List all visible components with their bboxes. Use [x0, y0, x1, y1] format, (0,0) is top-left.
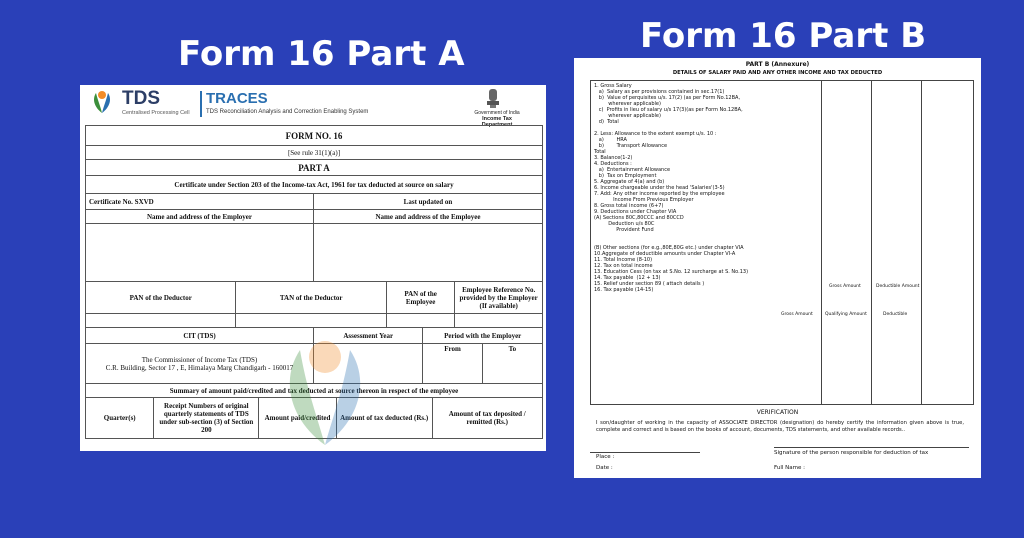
part-b-item: d) Total [594, 119, 619, 125]
column-divider [821, 81, 822, 404]
period-from: From [423, 344, 482, 383]
certificate-number: Certificate No. SXVD [86, 194, 314, 209]
cert-no-row [86, 194, 542, 210]
part-b-heading: Form 16 Part B [640, 16, 927, 56]
gross-amount-header: Gross Amount [829, 284, 861, 289]
certificate-row [86, 176, 542, 194]
pan-employee-value [387, 314, 455, 327]
header-divider [200, 91, 202, 117]
last-updated: Last updated on [403, 197, 453, 206]
place-line [590, 452, 700, 453]
income-tax-dept: Income Tax Department [481, 116, 513, 128]
pan-deductor-header: PAN of the Deductor [86, 282, 236, 313]
deductible-header: Deductible [883, 312, 908, 317]
part-b-item: wherever applicable) [594, 101, 661, 107]
part-b-item: a) HRA [594, 137, 627, 143]
form16-part-b-document [574, 58, 981, 478]
name-value-row [86, 224, 542, 282]
verification-declaration: I son/daughter of working in the capacity of ASSOCIATE DIRECTOR (designation) do hereby certify the information given above is true, complete and correct and is based on the books of account, documents, TDS statements, and other available records.. [596, 420, 964, 433]
name-header-row [86, 210, 542, 224]
part-b-item: 2. Less: Allowance to the extent exempt u/s. 10 : [594, 131, 717, 137]
column-divider [871, 81, 872, 404]
signature-label: Signature of the person responsible for deduction of tax [774, 450, 929, 456]
part-b-item: 6. Income chargeable under the head 'Salaries'(3-5) [594, 185, 725, 191]
pan-tan-row [86, 282, 542, 314]
part-b-item: 9. Deductions under Chapter VIA [594, 209, 677, 215]
column-divider [921, 81, 922, 404]
part-b-item: b) Transport Allowance [594, 143, 668, 149]
part-b-item: (B) Other sections (for e.g.,80E,80G etc.) under chapter VIA [594, 245, 744, 251]
gross-amount-sub-header: Gross Amount [781, 312, 813, 317]
cpc-label: Centralised Processing Cell [122, 110, 190, 116]
certificate-title: Certificate under Section 203 of the Income-tax Act, 1961 for tax deducted at source on salary [174, 180, 454, 189]
deductible-amount-header: Deductible Amount [876, 284, 920, 289]
govt-of-india: Government of India [474, 110, 520, 116]
full-name-label: Full Name : [774, 465, 805, 471]
part-b-item: Total [594, 149, 606, 155]
tan-deductor-value [236, 314, 386, 327]
part-a-heading: Form 16 Part A [178, 34, 465, 74]
form-no: FORM NO. 16 [285, 130, 343, 141]
part-b-item: 14. Tax payable (12 + 13) [594, 275, 661, 281]
commissioner-name: The Commissioner of Income Tax (TDS) [141, 355, 258, 364]
pan-employee-header: PAN of the Employee [387, 282, 455, 313]
employee-ref-header: Employee Reference No. provided by the Employer (If available) [459, 285, 538, 310]
employer-name-header: Name and address of the Employer [86, 210, 314, 223]
summary-title: Summary of amount paid/credited and tax deducted at source thereon in respect of the employee [169, 386, 459, 395]
pan-deductor-value [86, 314, 236, 327]
traces-subtitle: TDS Reconciliation Analysis and Correction Enabling System [206, 109, 369, 115]
part-b-item: 5. Aggregate of 4(a) and (b) [594, 179, 665, 185]
part-b-table [590, 80, 974, 405]
part-b-item: a) Entertainment Allowance [594, 167, 671, 173]
part-b-item: 13. Education Cess (on tax at S.No. 12 surcharge at S. No.13) [594, 269, 749, 275]
employer-name-value [86, 224, 314, 281]
part-b-item: a) Salary as per provisions contained in sec.17(1) [594, 89, 725, 95]
form-no-row [86, 126, 542, 146]
rule-row [86, 146, 542, 160]
cit-header: CIT (TDS) [86, 328, 314, 343]
place-label: Place : [596, 454, 615, 460]
quarter-header: Quarter(s) [86, 398, 154, 438]
part-b-item: (A) Sections 80C,80CCC and 80CCD [594, 215, 684, 221]
rule-ref: [See rule 31(1)(a)] [287, 148, 341, 157]
part-b-item: Income From Previous Employer [594, 197, 694, 203]
commissioner-address: C.R. Building, Sector 17 , E, Himalaya Marg Chandigarh - 160017 [105, 363, 294, 372]
part-row [86, 160, 542, 176]
employee-ref-value [455, 314, 542, 327]
part-b-item: 7. Add: Any other income reported by the employee [594, 191, 725, 197]
part-b-item: 11. Total Income (8-10) [594, 257, 653, 263]
part-b-item: 8. Gross total income (6+7) [594, 203, 664, 209]
part-b-item: Provident Fund [594, 227, 654, 233]
amount-paid-header: Amount paid/credited [259, 398, 337, 438]
traces-title: TRACES [206, 90, 268, 107]
part-b-title: PART B (Annexure) [745, 61, 810, 68]
part-b-item: 3. Balance(1-2) [594, 155, 633, 161]
part-b-item: Deduction u/s 80C [594, 221, 655, 227]
national-emblem-icon [486, 87, 500, 109]
part-b-item: 10.Aggregate of deductible amounts under Chapter VI-A [594, 251, 736, 257]
tds-title: TDS [122, 88, 160, 109]
tds-watermark-icon [265, 335, 385, 451]
part-label: PART A [298, 162, 330, 173]
tan-deductor-header: TAN of the Deductor [236, 282, 386, 313]
tds-logo-icon [88, 89, 116, 115]
part-b-subtitle: DETAILS OF SALARY PAID AND ANY OTHER INCOME AND TAX DEDUCTED [672, 70, 883, 76]
form16-part-a-document [80, 85, 546, 451]
qualifying-amount-header: Qualifying Amount [825, 312, 867, 317]
verification-title: VERIFICATION [756, 409, 799, 416]
part-b-item: b) Value of perquisites u/s. 17(2) (as per Form No.12BA, [594, 95, 741, 101]
period-to: To [508, 345, 517, 353]
part-b-item: wherever applicable) [594, 113, 661, 119]
part-b-items [594, 83, 804, 293]
pan-tan-value-row [86, 314, 542, 328]
part-b-item: b) Tax on Employment [594, 173, 657, 179]
part-b-item: 1. Gross Salary [594, 83, 632, 89]
part-b-item: 12. Tax on total income [594, 263, 653, 269]
part-b-item: 4. Deductions : [594, 161, 632, 167]
receipt-header: Receipt Numbers of original quarterly statements of TDS under sub-section (3) of Section 200 [154, 398, 259, 438]
part-b-item: c) Profits in lieu of salary u/s 17(3)(as per Form No.12BA, [594, 107, 743, 113]
part-b-item: 16. Tax payable (14-15) [594, 287, 654, 293]
date-label: Date : [596, 465, 613, 471]
part-b-item: 15. Relief under section 89 ( attach details ) [594, 281, 705, 287]
period-header: Period with the Employer [444, 331, 522, 340]
employee-name-value [314, 224, 542, 281]
employee-name-header: Name and address of the Employee [375, 212, 481, 221]
assessment-year-header: Assessment Year [314, 328, 423, 343]
tax-deposited-header: Amount of tax deposited / remitted (Rs.) [448, 410, 526, 426]
traces-header [80, 85, 546, 128]
signature-line [774, 447, 969, 448]
tax-deducted-header: Amount of tax deducted (Rs.) [337, 398, 433, 438]
